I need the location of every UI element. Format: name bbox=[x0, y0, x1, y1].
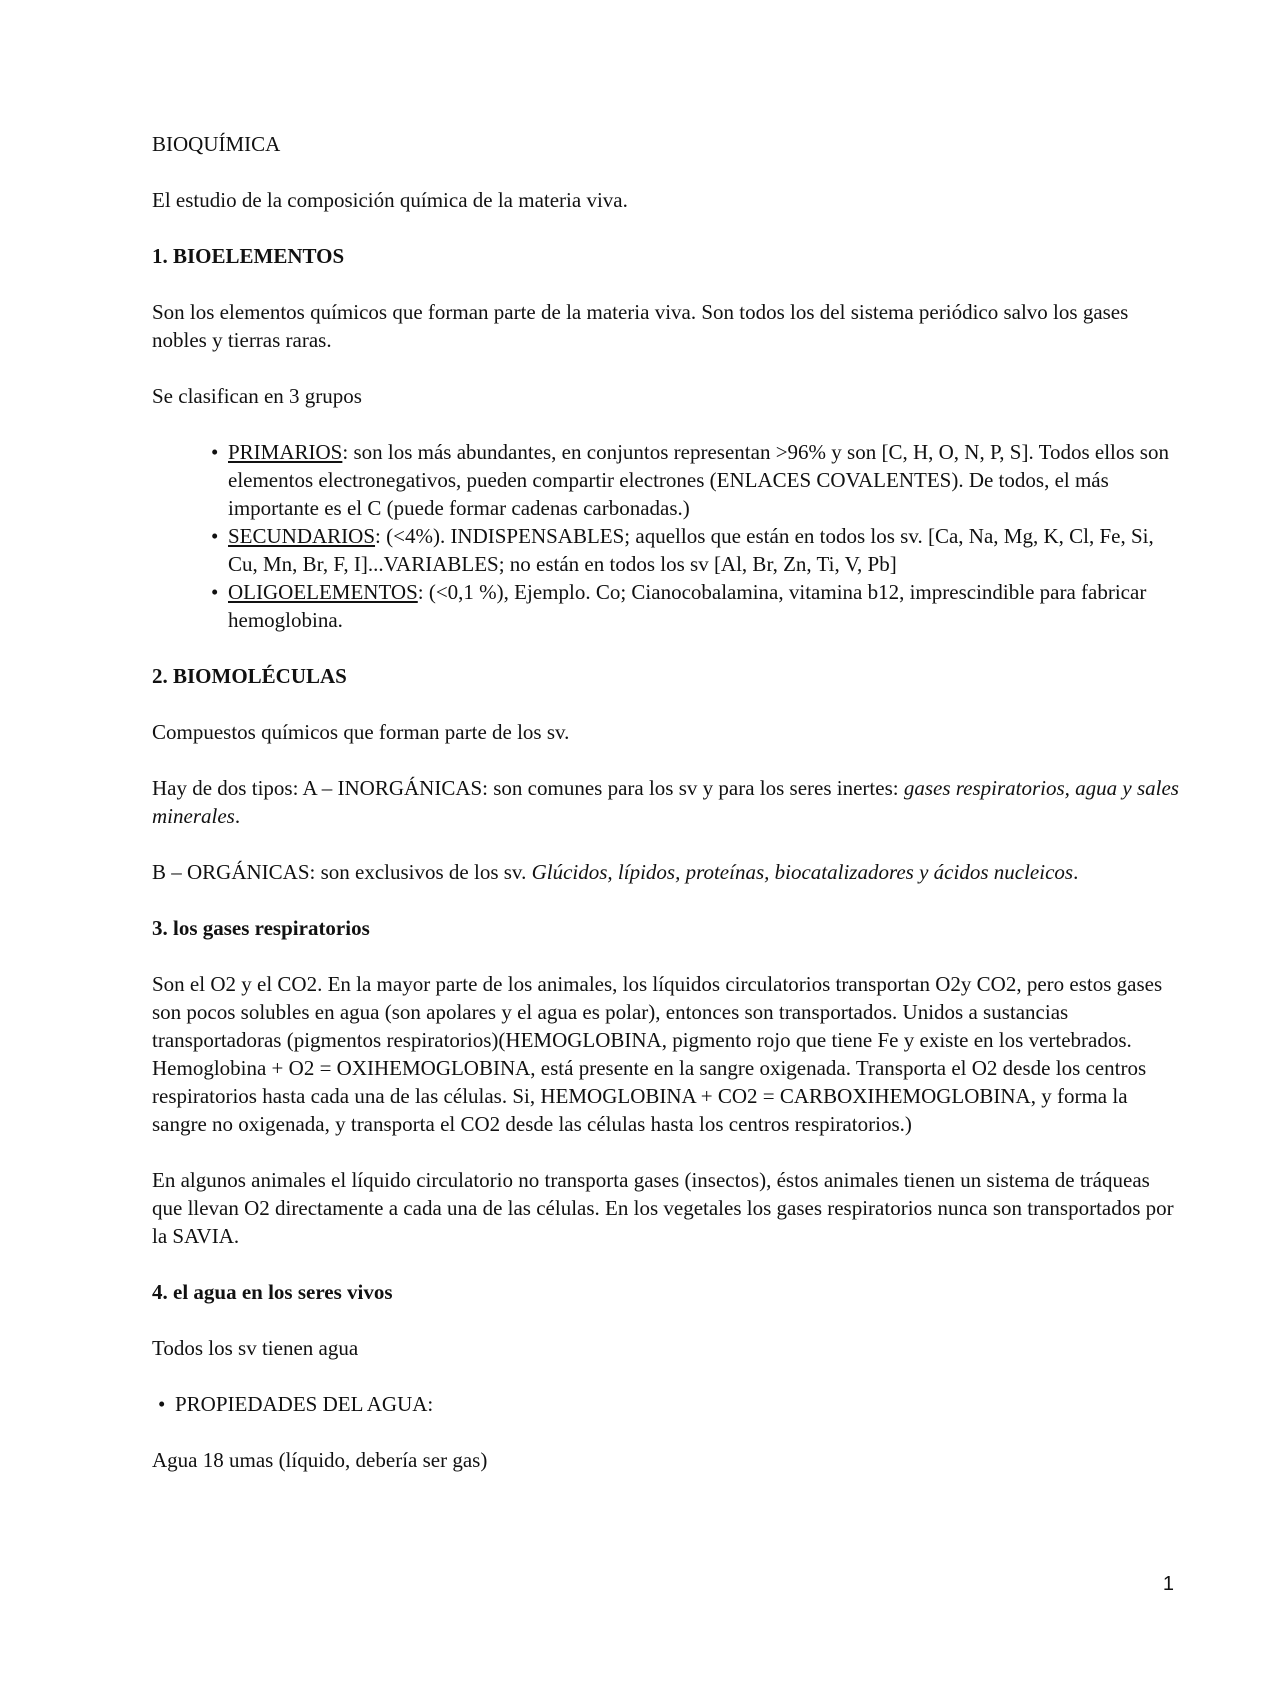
heading-bioelementos: 1. BIOELEMENTOS bbox=[152, 244, 345, 268]
bioelementos-paragraph-2: Se clasifican en 3 grupos bbox=[152, 384, 362, 408]
list-item-oligoelementos bbox=[211, 578, 1182, 634]
list-item-primarios bbox=[211, 438, 1182, 522]
biomoleculas-paragraph-1: Compuestos químicos que forman parte de los sv. bbox=[152, 720, 570, 744]
heading-agua: 4. el agua en los seres vivos bbox=[152, 1280, 393, 1304]
gases-paragraph-2: En algunos animales el líquido circulatorio no transporta gases (insectos), éstos animales tienen un sistema de tráqueas que llevan O2 directamente a cada una de las células. En los vegetales los gases respiratorios nunca son transportados por la SAVIA. bbox=[152, 1168, 1174, 1248]
page-number: 1 bbox=[1162, 1573, 1174, 1595]
bioelementos-paragraph-1: Son los elementos químicos que forman parte de la materia viva. Son todos los del sistema periódico salvo los gases nobles y tierras raras. bbox=[152, 300, 1129, 352]
inorganicas-end: . bbox=[234, 804, 241, 828]
inorganicas-text: Hay de dos tipos: A – INORGÁNICAS: son comunes para los sv y para los seres inertes: bbox=[152, 776, 904, 800]
text-oligoelementos: : (<0,1 %), Ejemplo. Co; Cianocobalamina, vitamina b12, imprescindible para fabricar hemoglobina. bbox=[228, 580, 1147, 632]
gases-paragraph-1: Son el O2 y el CO2. En la mayor parte de los animales, los líquidos circulatorios transportan O2y CO2, pero estos gases son pocos solubles en agua (son apolares y el agua es polar), entonces son transportados. Unidos a sustancias transportadoras (pigmentos respiratorios)(HEMOGLOBINA, pigmento rojo que tiene Fe y existe en los vertebrados. Hemoglobina + O2 = OXIHEMOGLOBINA, está presente en la sangre oxigenada. Transporta el O2 desde los centros respiratorios hasta cada una de las células. Si, HEMOGLOBINA + CO2 = CARBOXIHEMOGLOBINA, y forma la sangre no oxigenada, y transporta el CO2 desde las células hasta los centros respiratorios.) bbox=[152, 972, 1163, 1136]
bullet-marker: • bbox=[158, 1392, 166, 1416]
list-item-secundarios bbox=[211, 522, 1182, 578]
heading-gases: 3. los gases respiratorios bbox=[152, 916, 370, 940]
list-item-propiedades bbox=[152, 1390, 1182, 1418]
inorganicas-examples: gases respiratorios, agua y sales minerales bbox=[152, 776, 1179, 828]
organicas-end: . bbox=[1073, 860, 1079, 884]
document-page bbox=[152, 130, 1182, 1502]
biomoleculas-paragraph-3 bbox=[152, 858, 1182, 886]
document-title: BIOQUÍMICA bbox=[152, 132, 281, 156]
organicas-examples: Glúcidos, lípidos, proteínas, biocatalizadores y ácidos nucleicos bbox=[531, 860, 1074, 884]
organicas-text: B – ORGÁNICAS: son exclusivos de los sv. bbox=[152, 860, 532, 884]
bullet-marker: • bbox=[211, 440, 219, 464]
bioelementos-list bbox=[152, 438, 1182, 634]
term-primarios: PRIMARIOS bbox=[228, 440, 343, 464]
intro-paragraph: El estudio de la composición química de la materia viva. bbox=[152, 188, 628, 212]
biomoleculas-paragraph-2 bbox=[152, 774, 1182, 830]
bullet-marker: • bbox=[211, 524, 219, 548]
term-oligoelementos: OLIGOELEMENTOS bbox=[228, 580, 418, 604]
propiedades-text: PROPIEDADES DEL AGUA: bbox=[175, 1392, 434, 1416]
text-secundarios: : (<4%). INDISPENSABLES; aquellos que están en todos los sv. [Ca, Na, Mg, K, Cl, Fe, Si, Cu, Mn, Br, F, I]...VARIABLES; no están en todos los sv [Al, Br, Zn, Ti, V, Pb] bbox=[228, 524, 1154, 576]
bullet-marker: • bbox=[211, 580, 219, 604]
agua-paragraph-2: Agua 18 umas (líquido, debería ser gas) bbox=[152, 1448, 488, 1472]
term-secundarios: SECUNDARIOS bbox=[228, 524, 376, 548]
agua-paragraph-1: Todos los sv tienen agua bbox=[152, 1336, 359, 1360]
text-primarios: : son los más abundantes, en conjuntos representan >96% y son [C, H, O, N, P, S]. Todos ellos son elementos electronegativos, pueden compartir electrones (ENLACES COVALENTES). De todos, el más importante es el C (puede formar cadenas carbonadas.) bbox=[228, 440, 1169, 520]
heading-biomoleculas: 2. BIOMOLÉCULAS bbox=[152, 664, 347, 688]
